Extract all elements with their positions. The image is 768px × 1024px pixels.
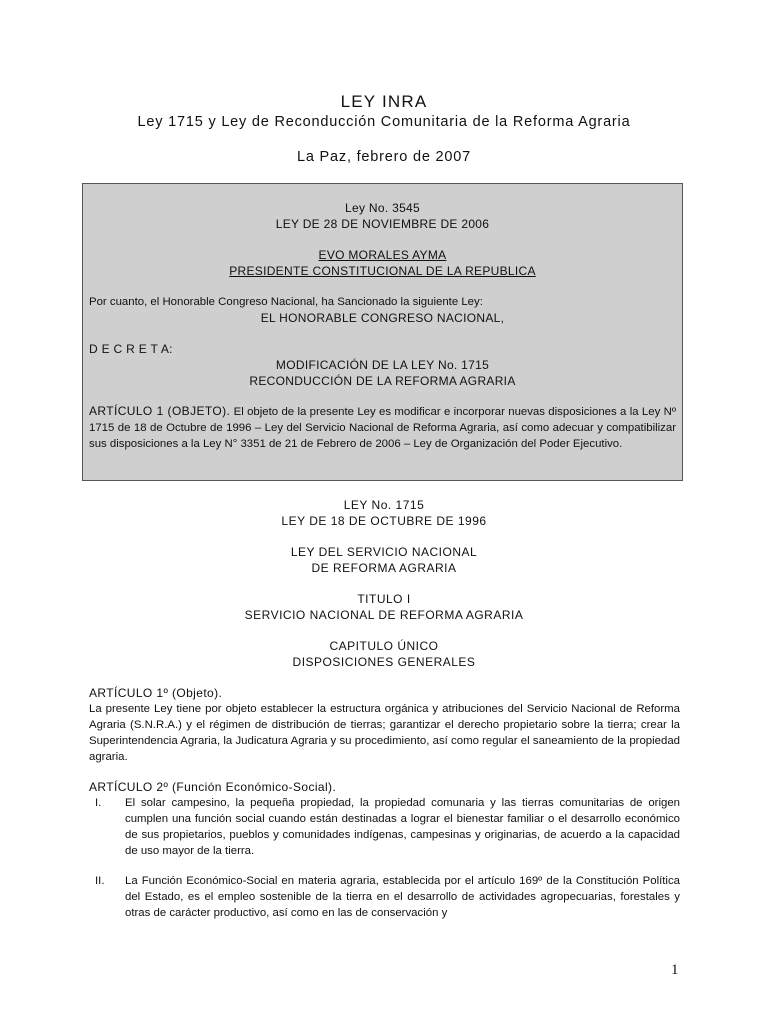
reconduction-title: RECONDUCCIÓN DE LA REFORMA AGRARIA — [249, 374, 516, 388]
law-3545-box — [82, 183, 683, 481]
article-1-objeto-box — [89, 403, 676, 452]
page-number: 1 — [671, 962, 679, 978]
law-1715-number: LEY No. 1715 — [343, 498, 425, 512]
article-1-text: El objeto de la presente Ley es modificar e incorporar nuevas disposiciones a la Ley Nº 1715 de 18 de Octubre de 1996 – Ley del Servicio Nacional de Reforma Agraria, así como adecuar y compatibilizar sus disposiciones a la Ley N° 3351 de 21 de Febrero de 2006 – Ley de Organización del Poder Ejecutivo. — [89, 406, 676, 450]
law-number: Ley No. 3545 — [345, 201, 420, 215]
capitulo-heading: CAPITULO ÚNICO — [329, 639, 439, 653]
document-title: LEY INRA — [340, 92, 428, 111]
law-name-line1: LEY DEL SERVICIO NACIONAL — [290, 545, 478, 559]
decreta: D E C R E T A: — [89, 342, 173, 356]
president-title: PRESIDENTE CONSTITUCIONAL DE LA REPUBLICA — [229, 264, 536, 278]
place-date: La Paz, febrero de 2007 — [297, 149, 471, 165]
modification-title: MODIFICACIÓN DE LA LEY No. 1715 — [275, 358, 490, 372]
article-1-body: La presente Ley tiene por objeto establecer la estructura orgánica y atribuciones del Servicio Nacional de Reforma Agraria (S.N.R.A.) y el régimen de distribución de tierras; garantizar el derecho propietario sobre la tierra; crear la Superintendencia Agraria, la Judicatura Agraria y su procedimiento, así como regular el saneamiento de la propiedad agraria. — [89, 703, 680, 763]
law-name-line2: DE REFORMA AGRARIA — [311, 561, 457, 575]
law-1715-date: LEY DE 18 DE OCTUBRE DE 1996 — [281, 514, 487, 528]
capitulo-name: DISPOSICIONES GENERALES — [292, 655, 476, 669]
article-2-item-1 — [89, 795, 680, 859]
law-date: LEY DE 28 DE NOVIEMBRE DE 2006 — [275, 217, 490, 231]
titulo-heading: TITULO I — [357, 592, 411, 606]
congress-line: EL HONORABLE CONGRESO NACIONAL, — [260, 311, 505, 325]
document-subtitle: Ley 1715 y Ley de Reconducción Comunitaria de la Reforma Agraria — [137, 114, 631, 130]
item-text: El solar campesino, la pequeña propiedad, la propiedad comunaria y las tierras comunitarias de origen cumplen una función social cuando están destinadas a lograr el bienestar familiar o el desarrollo económico de sus propietarios, pueblos y comunidades indígenas, campesinas y originarias, de acuerdo a la capacidad de uso mayor de la tierra. — [125, 797, 680, 857]
article-1-heading: ARTÍCULO 1 (OBJETO). — [89, 404, 231, 418]
por-cuanto: Por cuanto, el Honorable Congreso Nacional, ha Sancionado la siguiente Ley: — [89, 296, 483, 308]
president-name: EVO MORALES AYMA — [318, 248, 447, 262]
item-text: La Función Económico-Social en materia agraria, establecida por el artículo 169º de la Constitución Política del Estado, es el empleo sostenible de la tierra en el desarrollo de actividades agropecuarias, forestales y otras de carácter productivo, así como en las de conservación y — [125, 875, 680, 919]
item-number: I. — [95, 797, 102, 809]
article-1-heading-main: ARTÍCULO 1º (Objeto). — [89, 686, 223, 700]
item-number: II. — [95, 875, 105, 887]
article-2-heading: ARTÍCULO 2º (Función Económico-Social). — [89, 780, 337, 794]
titulo-name: SERVICIO NACIONAL DE REFORMA AGRARIA — [244, 608, 524, 622]
article-2-item-2 — [89, 873, 680, 921]
